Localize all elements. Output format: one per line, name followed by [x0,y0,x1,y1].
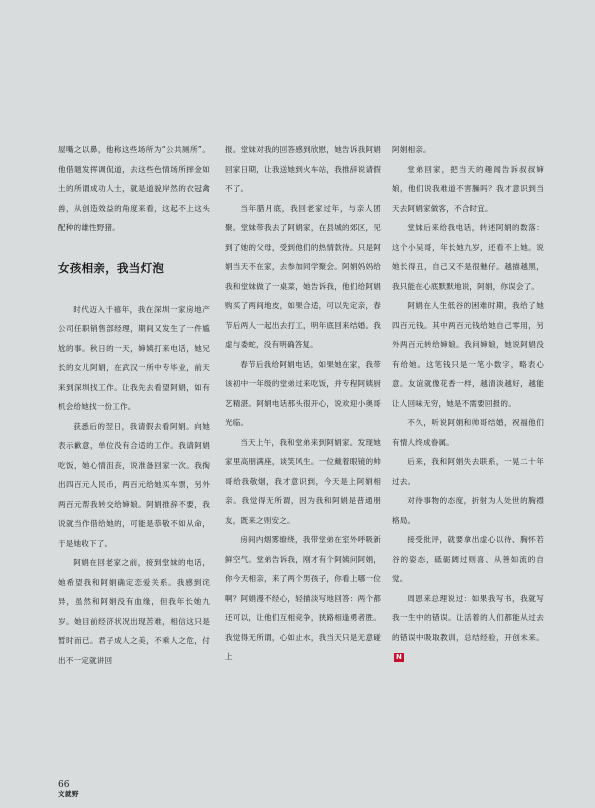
page-number: 66 [58,780,70,790]
paragraph: 时代迈入千禧年，我在深圳一家房地产公司任职销售部经理，期间又发生了一件尴尬的事。秋日的一天，婶姨打来电话，她兄长的女儿阿娟，在武汉一所中专毕业，前天来到深圳找工作。让我先去看望阿娟，如有机会给她找一份工作。 [58,304,210,411]
page-footer [58,780,79,799]
paragraph: 阿娟在回老家之前，接到堂妹的电话，她希望我和阿娟确定恋爱关系。我感到诧异，虽然和阿娟没有血缘，但我年长她九岁。她目前经济状况出现苦难，相信这只是暂时而已。君子成人之美，不乘人之危，付出不一定就讲回 [58,558,210,665]
text-column-2 [225,140,381,667]
paragraph: 当天上午，我和堂弟来到阿娟家。发现她家里高朋满座，谈笑风生。一位戴着眼镜的帅哥给我敬烟，我才意识到，今天是上阿娟相亲。我觉得无所谓，因为我和阿娟是普通朋友，既来之则安之。 [225,437,381,525]
text-column-1 [58,140,210,670]
paragraph: 阿娟在人生低谷的困难时期，我给了她四百元钱。其中两百元钱给她自己零用，另外两百元转给婶娘。我问婶娘，她说阿娟没有给她。这笔钱只是一笔小数字，略表心意。友谊就像花香一样，越清淡越好，越能让人回味无穷，她是不需要回报的。 [392,301,544,408]
paragraph: 当年腊月底，我回老家过年，与亲人团聚。堂妹带我去了阿娟家，在县城的郊区，见到了她的父母，受到他们的热情款待。只是阿娟当天不在家，去参加同学聚会。阿娟妈妈给我和堂妹做了一桌菜，她告诉我，他们给阿娟购买了两间地皮，如果合适，可以先定亲，春节后两人一起出去打工，明年底回来结婚。我虚与委蛇，没有明确答复。 [225,203,381,349]
paragraph: 堂妹后来给我电话，转述阿娟的数落：这个小吴哥，年长她九岁，还看不上她。说她长得丑，自己又不是很魅仔。越描越黑，我只能在心底默默地说，阿娟，你误会了。 [392,223,544,291]
paragraph-text: 周恩来总理说过：如果我写书，我就写我一生中的错误。让活着的人们都能从过去的错误中吸取教训，总结经验，开创未来。 [392,593,544,642]
paragraph: 春节后我给阿娟电话，如果她在家，我带该初中一年级的堂弟过来吃饭，并专程阿姨厨艺精湛。阿娟电话那头很开心，说欢迎小奥哥光临。 [225,359,381,427]
magazine-name: 文就野 [58,790,79,798]
section-heading: 女孩相亲，我当灯泡 [58,260,165,275]
paragraph: 获悉后的翌日，我请假去看阿娟。向她表示歉意，单位没有合适的工作。我请阿娟吃饭，她心情沮丧，说准备回家一次。我掏出四百元人民币，两百元给她买车票，另外两百元帮我转交给婶娘。阿娟推辞不要，我说就当作借给她的，可能是恭敬不如从命，于是她收下了。 [58,421,210,548]
paragraph: 房间内烟雾缭绕，我带堂弟在室外呼吸新鲜空气。堂弟告诉我，刚才有个阿姨问阿娟，你今天相亲，来了两个男孩子，你看上哪一位啊？阿娟漫不经心，轻描淡写地回答：两个都还可以，让他们互相竞争，狭路相逢勇者胜。我觉得无所谓，心如止水，我当天只是无意碰上 [225,535,381,661]
paragraph: 屋嘴之以鼻，他称这些场所为“公共厕所”。他借题发挥调侃道，去这些色情场所摔金如土的所谓成功人士，就是道貌岸然的衣冠禽兽，从创造效益的角度来看，这起不上这头配种的雄性野猪。 [58,145,210,232]
paragraph-final [392,589,544,667]
paragraph: 堂弟回家，把当天的趣闻告诉叔叔婶娘，他们说我难道不害臊吗？我才意识到当天去阿娟家做客，不合时宜。 [392,164,544,213]
paragraph: 报。堂妹对我的回答感到欣慰，她告诉我阿娟回家日期，让我送她到火车站，我推辞说请假不了。 [225,145,381,193]
end-mark-icon: N [396,652,403,661]
paragraph: 后来，我和阿娟失去联系，一晃二十年过去。 [392,457,544,486]
paragraph: 对待事物的态度，折射为人处世的胸襟格局。 [392,496,544,525]
paragraph: 阿娟相亲。 [392,145,431,154]
paragraph: 接受批评，就要拿出虚心以待、胸怀若谷的姿态，砥砺阔过则喜、从善如流的自觉。 [392,535,544,583]
text-column-3 [392,140,544,667]
paragraph: 不久，听说阿娟和帅哥结婚，祝福他们有情人终成眷属。 [392,418,544,447]
